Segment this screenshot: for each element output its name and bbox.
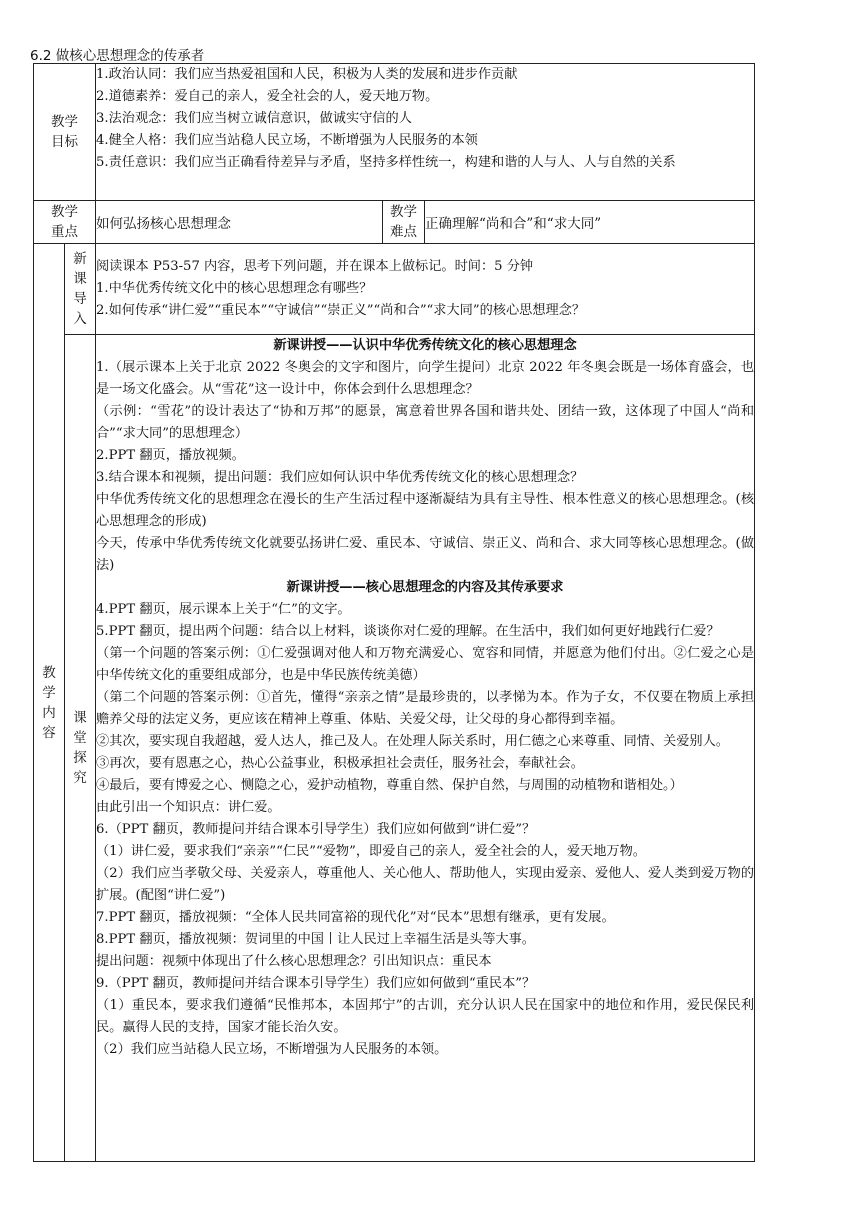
label-part: 究 [73, 770, 87, 786]
label-part: 课 [73, 271, 87, 287]
objective-item: 3.法治观念：我们应当树立诚信意识，做诚实守信的人 [96, 111, 412, 126]
objectives-row [34, 64, 755, 201]
objectives-content [96, 64, 755, 201]
intro-row [34, 244, 755, 335]
intro-label [65, 244, 96, 335]
explore-line: 4.PPT 翻页，展示课本上关于“仁”的文字。 [96, 602, 351, 617]
explore-row [34, 335, 755, 1162]
explore-line: 中华优秀传统文化的思想理念在漫长的生产生活过程中逐渐凝结为具有主导性、根本性意义的核心思想理念。(核心思想理念的形成) [96, 492, 755, 529]
explore-line: 提出问题：视频中体现出了什么核心思想理念？引出知识点：重民本 [96, 954, 492, 969]
explore-line: 6.（PPT 翻页，教师提问并结合课本引导学生）我们应如何做到“讲仁爱”？ [96, 822, 536, 837]
key-point-value: 如何弘扬核心思想理念 [96, 201, 383, 244]
objectives-label [34, 64, 96, 201]
key-points-row [34, 201, 755, 244]
explore-line: （第一个问题的答案示例：①仁爱强调对他人和万物充满爱心、宽容和同情，并愿意为他们付出。②仁爱之心是中华传统文化的重要组成部分，也是中华民族传统美德） [96, 646, 755, 683]
explore-line: 8.PPT 翻页，播放视频：贺词里的中国丨让人民过上幸福生活是头等大事。 [96, 932, 535, 947]
difficulty-value: 正确理解“尚和合”和“求大同” [425, 201, 755, 244]
objective-item: 1.政治认同：我们应当热爱祖国和人民，积极为人类的发展和进步作贡献 [96, 67, 518, 82]
lesson-plan-table [33, 63, 755, 1162]
label-part: 学 [42, 684, 56, 701]
section-heading: 新课讲授——认识中华优秀传统文化的核心思想理念 [273, 338, 577, 353]
objective-item: 4.健全人格：我们应当站稳人民立场，不断增强为人民服务的本领 [96, 133, 478, 148]
explore-line: ③再次，要有恩惠之心，热心公益事业，积极承担社会责任，服务社会，奉献社会。 [96, 756, 584, 771]
explore-line: 9.（PPT 翻页，教师提问并结合课本引导学生）我们应如何做到“重民本”？ [96, 976, 536, 991]
explore-line: ②其次，要实现自我超越，爱人达人，推己及人。在处理人际关系时，用仁德之心来尊重、同情、关爱别人。 [96, 734, 729, 749]
objective-item: 2.道德素养：爱自己的亲人，爱全社会的人，爱天地万物。 [96, 89, 439, 104]
explore-line: （第二个问题的答案示例：①首先，懂得“亲亲之情”是最珍贵的，以孝悌为本。作为子女，不仅要在物质上承担赡养父母的法定义务，更应该在精神上尊重、体贴、关爱父母，让父母的身心都得到幸福。 [96, 690, 755, 727]
section-heading: 新课讲授——核心思想理念的内容及其传承要求 [286, 580, 564, 595]
explore-line: 由此引出一个知识点：讲仁爱。 [96, 800, 281, 815]
explore-line: 3.结合课本和视频，提出问题：我们应如何认识中华优秀传统文化的核心思想理念？ [96, 470, 584, 485]
explore-line: 5.PPT 翻页，提出两个问题：结合以上材料，谈谈你对仁爱的理解。在生活中，我们如何更好地践行仁爱？ [96, 624, 720, 639]
label-part: 新 [73, 251, 87, 267]
intro-line: 1.中华优秀传统文化中的核心思想理念有哪些？ [96, 281, 373, 296]
intro-line: 2.如何传承“讲仁爱”“重民本”“守诚信”“崇正义”“尚和合”“求大同”的核心思想理念？ [96, 303, 586, 318]
document-title: 6.2 做核心思想理念的传承者 [30, 48, 205, 64]
label-part: 课 [73, 710, 87, 726]
difficulty-label [383, 201, 425, 244]
label-part: 内 [42, 704, 56, 721]
label-part: 重点 [51, 224, 78, 240]
label-part: 入 [73, 311, 87, 327]
label-part: 难点 [390, 224, 417, 240]
explore-line: 今天，传承中华优秀传统文化就要弘扬讲仁爱、重民本、守诚信、崇正义、尚和合、求大同等核心思想理念。(做法) [96, 536, 755, 573]
explore-line: 7.PPT 翻页，播放视频：“全体人民共同富裕的现代化”对“民本”思想有继承，更有发展。 [96, 910, 615, 925]
intro-content [96, 244, 755, 335]
explore-content [96, 335, 755, 1162]
label-part: 堂 [73, 730, 87, 746]
key-point-label [34, 201, 96, 244]
explore-line: ④最后，要有博爱之心、恻隐之心，爱护动植物，尊重自然、保护自然，与周围的动植物和谐相处。） [96, 778, 683, 793]
explore-line: （2）我们应当站稳人民立场，不断增强为人民服务的本领。 [96, 1042, 448, 1057]
explore-line: 1.（展示课本上关于北京 2022 冬奥会的文字和图片，向学生提问）北京 2022 年冬奥会既是一场体育盛会，也是一场文化盛会。从“雪花”这一设计中，你体会到什么思想理念？ [96, 360, 755, 397]
label-part: 导 [73, 291, 87, 307]
explore-line: 2.PPT 翻页，播放视频。 [96, 448, 245, 463]
label-part: 容 [42, 724, 56, 741]
explore-label [65, 335, 96, 1162]
explore-line: （1）讲仁爱，要求我们“亲亲”“仁民”“爱物”，即爱自己的亲人，爱全社会的人，爱天地万物。 [96, 844, 646, 859]
label-part: 教学 [51, 204, 78, 220]
intro-line: 阅读课本 P53-57 内容，思考下列问题，并在课本上做标记。时间：5 分钟 [96, 259, 534, 274]
label-part: 教学 [390, 204, 417, 220]
label-part: 教学 [51, 114, 78, 130]
objective-item: 5.责任意识：我们应当正确看待差异与矛盾，坚持多样性统一，构建和谐的人与人、人与自然的关系 [96, 155, 676, 170]
content-label [34, 244, 65, 1162]
label-part: 探 [73, 750, 87, 766]
label-part: 教 [42, 664, 56, 681]
explore-line: （示例：“雪花”的设计表达了“协和万邦”的愿景，寓意着世界各国和谐共处、团结一致，这体现了中国人“尚和合”“求大同”的思想理念） [96, 404, 755, 441]
label-part: 目标 [51, 134, 78, 150]
explore-line: （2）我们应当孝敬父母、关爱亲人，尊重他人、关心他人、帮助他人，实现由爱亲、爱他人、爱人类到爱万物的扩展。(配图“讲仁爱”) [96, 866, 755, 903]
explore-line: （1）重民本，要求我们遵循“民惟邦本，本固邦宁”的古训，充分认识人民在国家中的地位和作用，爱民保民利民。赢得人民的支持，国家才能长治久安。 [96, 998, 755, 1035]
